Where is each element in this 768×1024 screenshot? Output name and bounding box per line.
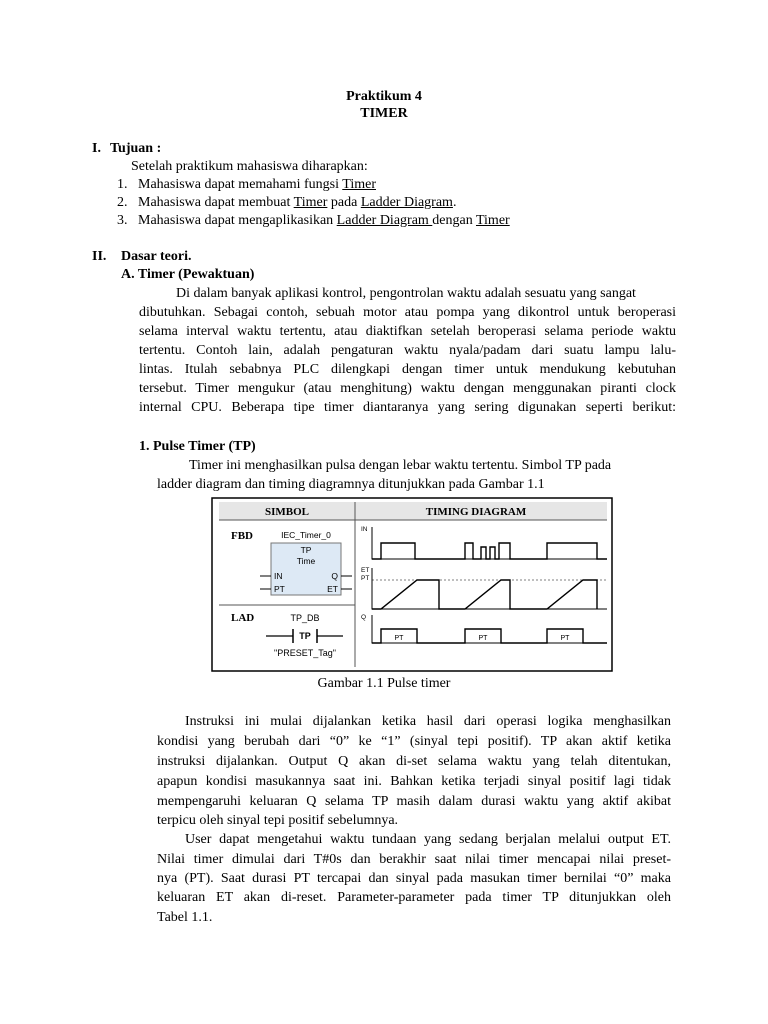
fbd-pt-pin: PT <box>274 584 285 594</box>
q-pulse-label: PT <box>560 635 570 642</box>
page-title-line1: Praktikum 4 <box>346 89 422 104</box>
timing-et-label: ET <box>361 567 370 574</box>
list-item-number: 1. <box>117 177 128 192</box>
paragraph-line: ladder diagram dan timing diagramnya ditunjukkan pada Gambar 1.1 <box>157 477 545 492</box>
list-item-text: Mahasiswa dapat membuat Timer pada Ladder Diagram. <box>138 195 457 210</box>
fbd-et-pin: ET <box>327 584 338 594</box>
paragraph-line: Instruksi ini mulai dijalankan ketika hasil dari operasi logika menghasilkan <box>185 714 671 729</box>
paragraph-line: apapun kondisi masukannya saat ini. Bahkan ketika terjadi sinyal positif lagi tidak <box>157 774 671 789</box>
fbd-in-pin: IN <box>274 571 283 581</box>
page-title-line2: TIMER <box>360 106 408 121</box>
paragraph-line: selama interval waktu tertentu, atau diaktifkan setelah beroperasi selama periode waktu <box>139 324 676 339</box>
list-item-text: Mahasiswa dapat mengaplikasikan Ladder Diagram dengan Timer <box>138 213 510 228</box>
timing-diagram-header: TIMING DIAGRAM <box>425 506 527 518</box>
list-item-number: 2. <box>117 195 128 210</box>
paragraph-line: User dapat mengetahui waktu tundaan yang sedang berjalan melalui output ET. <box>185 832 671 847</box>
list-item-number: 3. <box>117 213 128 228</box>
paragraph-line: mempengaruhi keluaran Q selama TP masih dalam durasi waktu yang aktif akibat <box>157 794 671 809</box>
paragraph-line: tertentu. Contoh lain, adalah pengaturan waktu nyala/padam dari suatu lampu lalu- <box>139 343 676 358</box>
pulse-timer-heading: 1. Pulse Timer (TP) <box>139 439 256 454</box>
paragraph-line: Di dalam banyak aplikasi kontrol, pengontrolan waktu adalah sesuatu yang sangat <box>176 286 636 301</box>
figure-caption: Gambar 1.1 Pulse timer <box>317 676 451 691</box>
timing-pt-label: PT <box>361 575 370 582</box>
list-item-text: Mahasiswa dapat memahami fungsi Timer <box>138 177 376 192</box>
paragraph-line: tersebut. Timer mengukur (atau menghitung) waktu dengan menggunakan piranti clock <box>139 381 676 396</box>
lad-preset-tag: "PRESET_Tag" <box>274 648 336 658</box>
timing-in-label: IN <box>361 526 368 533</box>
q-pulse-label: PT <box>478 635 488 642</box>
q-pulse-label: PT <box>394 635 404 642</box>
paragraph-line: instruksi dijalankan. Output Q akan di-set selama waktu yang telah ditentukan, <box>157 754 671 769</box>
lad-coil-label: TP <box>299 631 311 641</box>
list-item <box>117 213 510 229</box>
lad-label: LAD <box>231 612 255 624</box>
fbd-block-time: Time <box>296 556 316 566</box>
fbd-label: FBD <box>231 530 253 542</box>
simbol-header: SIMBOL <box>264 506 310 518</box>
lad-db-name: TP_DB <box>290 613 320 623</box>
timing-q-label: Q <box>361 614 367 621</box>
paragraph-line: Timer ini menghasilkan pulsa dengan lebar waktu tertentu. Simbol TP pada <box>189 458 612 473</box>
paragraph-line: terpicu oleh sinyal tepi positif sebelumnya. <box>157 813 399 828</box>
section2-number: II. <box>92 249 107 264</box>
list-item <box>117 195 457 211</box>
subsection-a-heading: A. Timer (Pewaktuan) <box>121 267 255 282</box>
section2-heading: Dasar teori. <box>121 249 192 264</box>
paragraph-line: Tabel 1.1. <box>157 910 213 925</box>
paragraph-line: dibutuhkan. Sebagai contoh, sebuah motor atau pompa yang dikontrol untuk beroperasi <box>139 305 676 320</box>
section1-heading: Tujuan : <box>110 141 162 156</box>
paragraph-line: internal CPU. Beberapa tipe timer diantaranya yang sering digunakan seperti berikut: <box>139 400 676 415</box>
fbd-q-pin: Q <box>331 571 338 581</box>
list-item <box>117 177 376 193</box>
fbd-instance-name: IEC_Timer_0 <box>281 530 331 540</box>
paragraph-line: kondisi yang berubah dari “0” ke “1” (sinyal tepi positif). TP akan aktif ketika <box>157 734 671 749</box>
section1-number: I. <box>92 141 101 156</box>
paragraph-line: keluaran ET akan di-reset. Parameter-parameter pada timer TP ditunjukkan oleh <box>157 890 671 905</box>
paragraph-line: lintas. Itulah sebabnya PLC dilengkapi dengan timer untuk mendukung kebutuhan <box>139 362 676 377</box>
fbd-block-type: TP <box>300 545 312 555</box>
section1-intro: Setelah praktikum mahasiswa diharapkan: <box>131 159 368 174</box>
paragraph-line: nya (PT). Saat durasi PT tercapai dan sinyal pada masukan timer bernilai “0” maka <box>157 871 671 886</box>
pulse-timer-figure <box>211 497 613 672</box>
paragraph-line: Nilai timer dimulai dari T#0s dan berakhir saat nilai timer mencapai nilai preset- <box>157 852 671 867</box>
